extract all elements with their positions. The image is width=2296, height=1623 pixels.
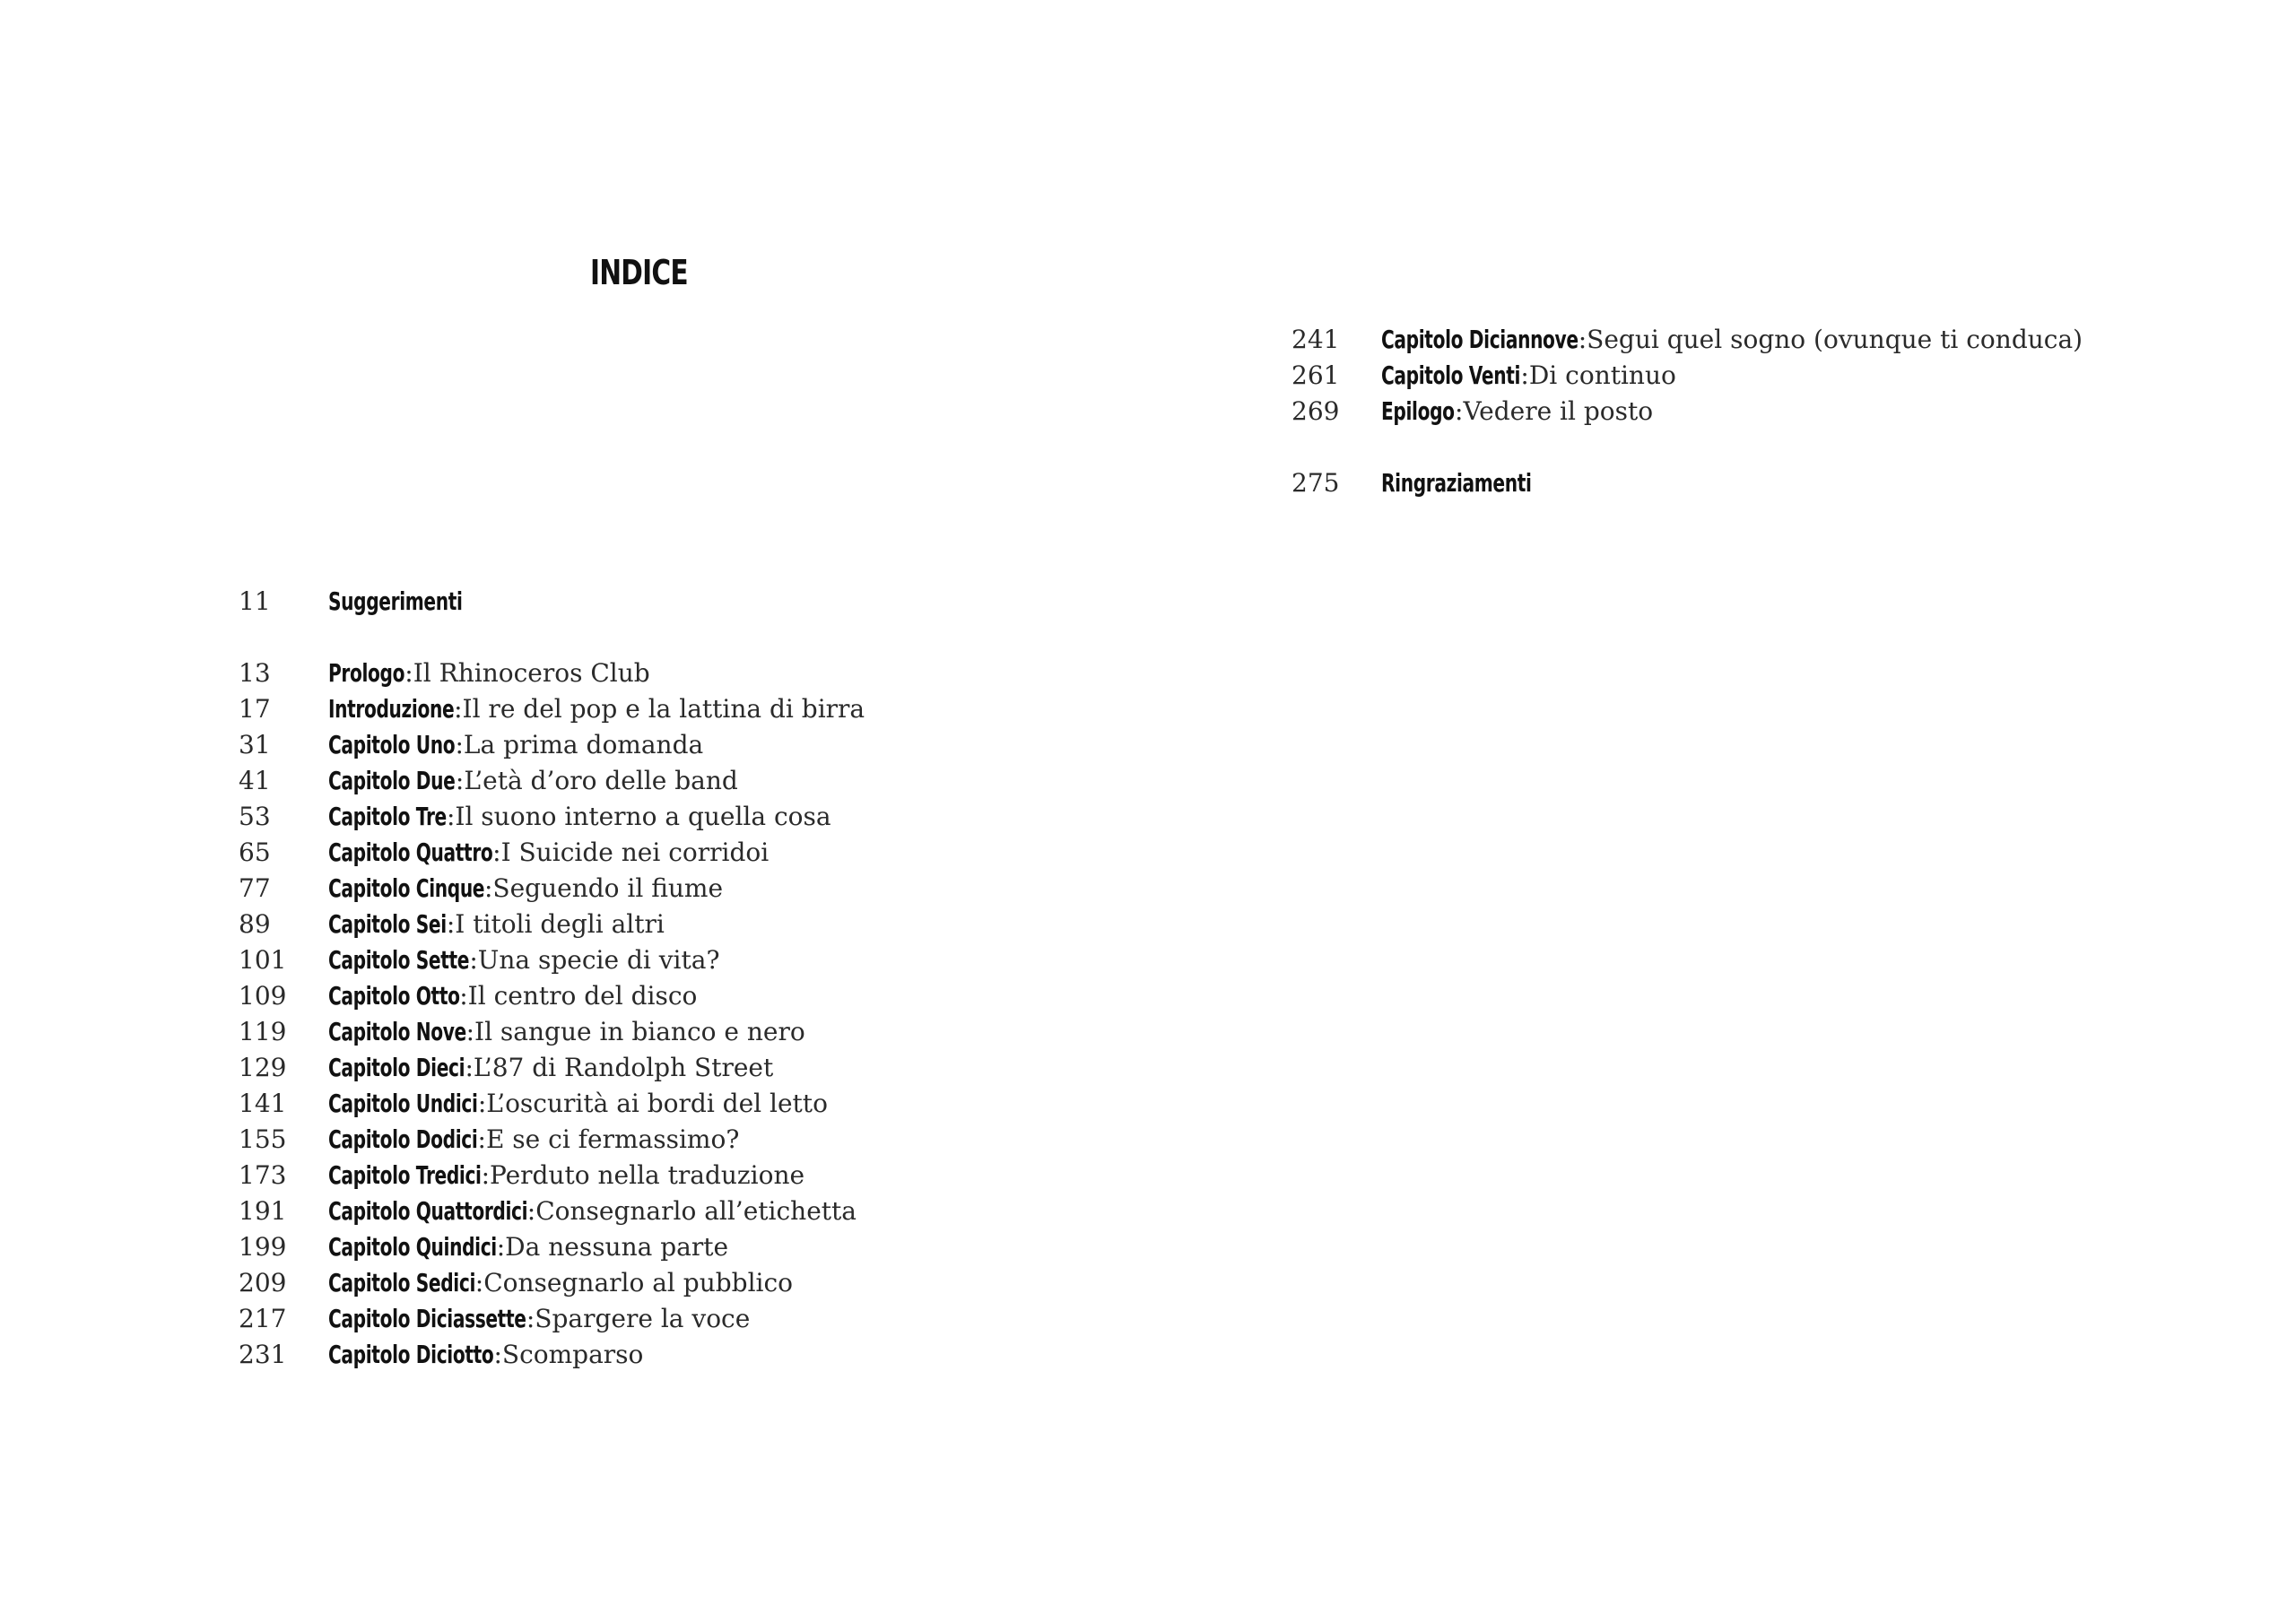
toc-entry [239,1014,865,1050]
toc-separator: : [446,802,456,831]
toc-entry-label: Capitolo Undici [328,1089,478,1118]
toc-entry-label: Capitolo Diciannove [1381,325,1578,354]
toc-entry-label: Capitolo Sei [328,909,447,939]
toc-entry [1292,322,2083,358]
toc-separator: : [465,1053,474,1082]
toc-page-number: 217 [239,1304,287,1333]
toc-entry-title: Consegnarlo all’etichetta [535,1196,857,1226]
toc-entry-title: Il suono interno a quella cosa [455,802,831,831]
toc-page-number: 101 [239,945,287,975]
toc-separator: : [455,730,464,759]
toc-page-number: 173 [239,1160,287,1190]
toc-entry [239,942,865,978]
toc-heading: INDICE [590,253,688,292]
toc-entry-label: Capitolo Dieci [328,1053,465,1082]
toc-entry [239,799,865,835]
toc-page-number: 155 [239,1124,287,1154]
toc-entry [239,584,865,620]
toc-entry-title: Da nessuna parte [505,1232,729,1262]
toc-entry-title: Di continuo [1528,360,1676,390]
toc-separator: : [454,694,463,724]
toc-entry-title: Perduto nella traduzione [490,1160,805,1190]
toc-entry [239,1158,865,1193]
toc-entry-label: Capitolo Quattro [328,838,493,867]
toc-entry [239,835,865,871]
toc-separator: : [459,981,468,1011]
toc-entry-title: L’87 di Randolph Street [473,1053,774,1082]
toc-page-number: 65 [239,838,271,867]
toc-entry [239,1086,865,1122]
toc-entry-title: L’oscurità ai bordi del letto [486,1089,828,1118]
toc-page-number: 41 [239,766,271,795]
toc-entry [1292,465,2083,501]
toc-entry-title: Seguendo il fiume [492,873,724,903]
toc-separator: : [481,1160,490,1190]
toc-entry [239,1229,865,1265]
toc-entry-label: Suggerimenti [328,586,463,616]
toc-entry-title: La prima domanda [463,730,704,759]
toc-entry-title: Il centro del disco [467,981,698,1011]
toc-separator: : [446,909,456,939]
toc-separator: : [493,1340,502,1369]
toc-separator: : [483,873,493,903]
toc-entry-title: Il Rhinoceros Club [413,658,650,688]
toc-entry-label: Introduzione [328,694,455,724]
toc-entry-label: Capitolo Cinque [328,873,485,903]
toc-page-number: 141 [239,1089,287,1118]
toc-page-number: 269 [1292,396,1340,426]
toc-separator: : [1578,325,1587,354]
toc-list-right [1292,322,2083,501]
toc-page-number: 199 [239,1232,287,1262]
toc-entry-title: E se ci fermassimo? [485,1124,740,1154]
toc-entry-label: Capitolo Venti [1381,360,1521,390]
toc-separator: : [526,1196,536,1226]
toc-entry [239,907,865,942]
toc-entry [239,1050,865,1086]
toc-entry [1292,358,2083,394]
toc-entry-label: Ringraziamenti [1381,468,1532,498]
toc-entry-title: L’età d’oro delle band [464,766,738,795]
toc-page-number: 209 [239,1268,287,1298]
toc-entry-label: Prologo [328,658,405,688]
toc-entry-title: Consegnarlo al pubblico [483,1268,794,1298]
toc-page-number: 231 [239,1340,287,1369]
toc-page-number: 109 [239,981,287,1011]
toc-entry-label: Epilogo [1381,396,1455,426]
toc-separator: : [474,1268,484,1298]
toc-entry-title: Segui quel sogno (ovunque ti conduca) [1587,325,2083,354]
toc-entry-label: Capitolo Sedici [328,1268,476,1298]
toc-entry-label: Capitolo Diciotto [328,1340,494,1369]
toc-entry-title: Il sangue in bianco e nero [474,1017,805,1046]
toc-page-number: 261 [1292,360,1340,390]
toc-entry-title: I titoli degli altri [455,909,665,939]
toc-entry [239,978,865,1014]
toc-page-number: 191 [239,1196,287,1226]
toc-entry-label: Capitolo Uno [328,730,456,759]
toc-entry-title: Il re del pop e la lattina di birra [462,694,865,724]
toc-separator: : [465,1017,475,1046]
toc-page-number: 89 [239,909,271,939]
toc-page-number: 77 [239,873,271,903]
toc-entry [239,1193,865,1229]
toc-entry-title: Spargere la voce [535,1304,751,1333]
toc-entry-label: Capitolo Quindici [328,1232,497,1262]
toc-entry [239,871,865,907]
toc-entry [239,727,865,763]
toc-entry [239,1122,865,1158]
toc-entry-title: Una specie di vita? [477,945,720,975]
toc-separator: : [496,1232,506,1262]
toc-page-number: 53 [239,802,271,831]
toc-page-number: 241 [1292,325,1340,354]
toc-separator: : [469,945,478,975]
toc-entry-label: Capitolo Quattordici [328,1196,528,1226]
toc-page-number: 31 [239,730,271,759]
toc-page-number: 129 [239,1053,287,1082]
toc-separator: : [477,1089,487,1118]
toc-entry-label: Capitolo Dodici [328,1124,478,1154]
toc-separator: : [477,1124,486,1154]
right-page [1148,0,2296,1623]
toc-entry-label: Capitolo Sette [328,945,470,975]
toc-page-number: 119 [239,1017,287,1046]
toc-entry-title: I Suicide nei corridoi [500,838,770,867]
toc-entry [239,691,865,727]
toc-entry-label: Capitolo Tre [328,802,447,831]
toc-separator: : [492,838,501,867]
toc-entry [239,1337,865,1373]
toc-separator: : [1520,360,1529,390]
toc-entry-label: Capitolo Tredici [328,1160,482,1190]
toc-entry-label: Capitolo Otto [328,981,460,1011]
toc-entry-title: Vedere il posto [1463,396,1654,426]
toc-entry-label: Capitolo Due [328,766,456,795]
toc-separator: : [526,1304,535,1333]
toc-entry [239,655,865,691]
toc-entry-label: Capitolo Nove [328,1017,466,1046]
toc-entry-title: Scomparso [501,1340,644,1369]
toc-list-left [239,584,865,1373]
toc-entry [1292,394,2083,430]
toc-page-number: 275 [1292,468,1340,498]
toc-entry-label: Capitolo Diciassette [328,1304,526,1333]
toc-page-number: 13 [239,658,271,688]
toc-separator: : [404,658,413,688]
toc-separator: : [455,766,465,795]
toc-page-number: 17 [239,694,271,724]
toc-entry [239,1265,865,1301]
toc-entry [239,1301,865,1337]
toc-page-number: 11 [239,586,271,616]
toc-entry [239,763,865,799]
toc-separator: : [1455,396,1464,426]
